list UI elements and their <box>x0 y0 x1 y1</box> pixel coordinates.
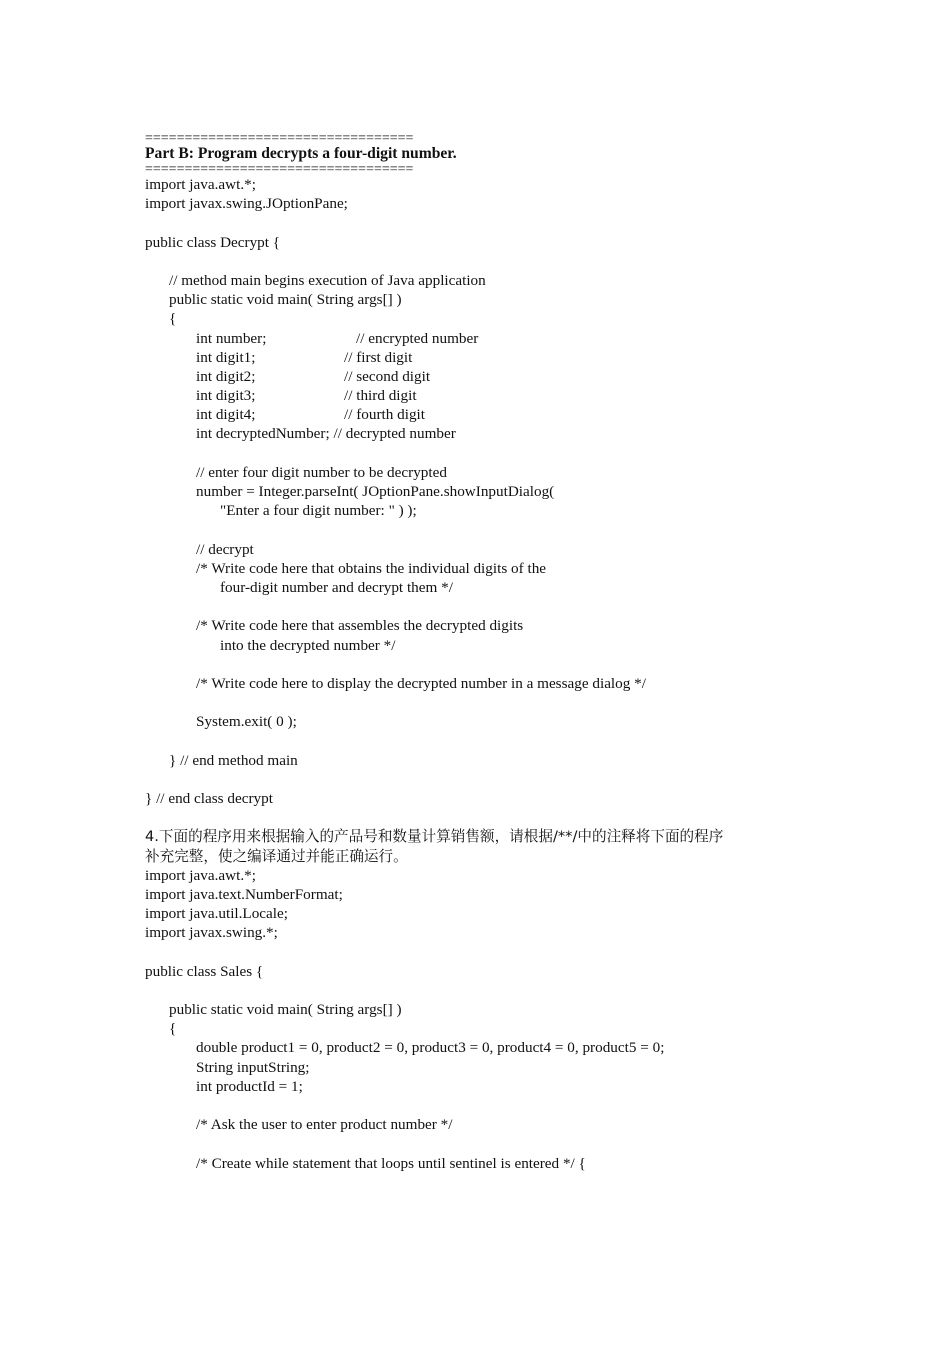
blank-line <box>145 981 905 1000</box>
code-input-prompt: "Enter a four digit number: " ) ); <box>220 502 417 520</box>
code-decl-row <box>145 348 905 367</box>
blank-line <box>145 770 905 789</box>
code-product-vars: double product1 = 0, product2 = 0, product3 = 0, product4 = 0, product5 = 0; <box>196 1039 665 1057</box>
code-import-numberformat: import java.text.NumberFormat; <box>145 885 343 903</box>
code-open-brace: { <box>169 1020 177 1038</box>
code-import-awt: import java.awt.*; <box>145 866 256 884</box>
blank-line <box>145 693 905 712</box>
blank-line <box>145 943 905 962</box>
code-import-locale: import java.util.Locale; <box>145 905 288 923</box>
code-product-id: int productId = 1; <box>196 1077 303 1095</box>
blank-line <box>145 655 905 674</box>
blank-line <box>145 213 905 232</box>
blank-line <box>145 1096 905 1115</box>
code-class-sales: public class Sales { <box>145 962 264 980</box>
code-todo-digits-cont: four-digit number and decrypt them */ <box>220 578 453 596</box>
code-todo-assemble: /* Write code here that assembles the decrypted digits <box>196 617 524 635</box>
code-todo-display: /* Write code here to display the decrypted number in a message dialog */ <box>196 674 646 692</box>
code-import-awt: import java.awt.*; <box>145 176 256 193</box>
blank-line <box>145 1134 905 1153</box>
code-decl-comment: // first digit <box>344 348 413 366</box>
blank-line <box>145 252 905 271</box>
code-import-swing: import javax.swing.*; <box>145 924 278 942</box>
code-decl-decrypted: int decryptedNumber; // decrypted number <box>196 425 456 443</box>
code-main-decl: public static void main( String args[] ) <box>169 291 402 309</box>
blank-line <box>145 520 905 539</box>
code-decl-comment: // fourth digit <box>344 406 425 424</box>
code-todo-assemble-cont: into the decrypted number */ <box>220 636 396 654</box>
code-input-line: number = Integer.parseInt( JOptionPane.showInputDialog( <box>196 483 555 500</box>
question-4-prompt: 4.下面的程序用来根据输入的产品号和数量计算销售额，请根据/**/中的注释将下面的程序 <box>145 828 724 846</box>
code-decl: int number; <box>196 329 267 347</box>
code-class-decrypt: public class Decrypt { <box>145 233 281 251</box>
question-4-prompt-cont: 补充完整，使之编译通过并能正确运行。 <box>145 847 408 865</box>
code-ask-comment: /* Ask the user to enter product number */ <box>196 1116 453 1134</box>
code-decl: int digit1; <box>196 348 256 366</box>
blank-line <box>145 597 905 616</box>
code-decl-row <box>145 329 905 348</box>
code-decl-comment: // second digit <box>344 367 431 385</box>
blank-line <box>145 808 905 827</box>
code-decl: int digit3; <box>196 387 256 405</box>
code-input-string: String inputString; <box>196 1058 310 1076</box>
part-b-title: Part B: Program decrypts a four-digit number. <box>145 145 457 162</box>
code-enter-comment: // enter four digit number to be decrypted <box>196 463 447 481</box>
separator-rule-bottom: ================================== <box>145 162 414 177</box>
code-import-joptionpane: import javax.swing.JOptionPane; <box>145 195 348 213</box>
code-decl-row <box>145 367 905 386</box>
document-page <box>145 133 905 1173</box>
code-while-comment: /* Create while statement that loops until sentinel is entered */ { <box>196 1154 586 1172</box>
code-decl-comment: // third digit <box>344 387 417 405</box>
code-main-decl: public static void main( String args[] ) <box>169 1001 402 1019</box>
code-main-comment: // method main begins execution of Java application <box>169 271 486 289</box>
code-decl: int digit2; <box>196 367 256 385</box>
code-open-brace: { <box>169 310 177 328</box>
code-decl: int digit4; <box>196 406 256 424</box>
blank-line <box>145 444 905 463</box>
code-todo-digits: /* Write code here that obtains the individual digits of the <box>196 559 547 577</box>
separator-rule-top: ================================== <box>145 131 414 146</box>
code-end-class: } // end class decrypt <box>145 790 273 807</box>
blank-line <box>145 731 905 750</box>
code-end-main: } // end method main <box>169 751 298 769</box>
code-decl-row <box>145 386 905 405</box>
code-decl-row <box>145 405 905 424</box>
code-system-exit: System.exit( 0 ); <box>196 713 297 731</box>
code-decrypt-comment: // decrypt <box>196 540 254 558</box>
code-decl-comment: // encrypted number <box>356 329 479 347</box>
